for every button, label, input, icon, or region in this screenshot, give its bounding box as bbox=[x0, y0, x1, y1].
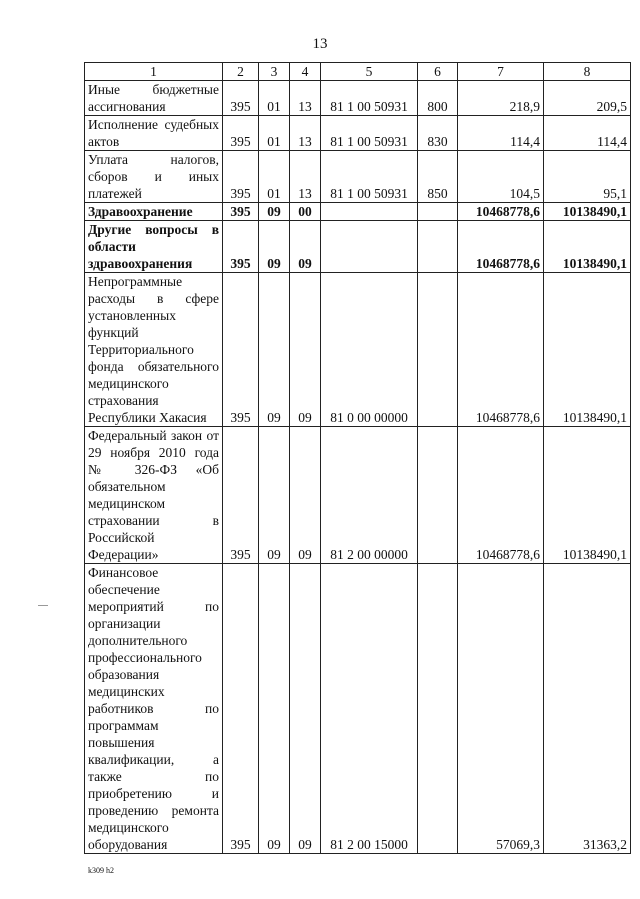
row-target-article: 81 0 00 00000 bbox=[321, 273, 418, 427]
row-expense-type: 830 bbox=[418, 116, 458, 151]
row-name: Исполнение судебных актов bbox=[85, 116, 223, 151]
row-amount-2021: 57069,3 bbox=[458, 564, 544, 854]
row-amount-2021: 114,4 bbox=[458, 116, 544, 151]
row-expense-type: 800 bbox=[418, 81, 458, 116]
row-name: Иные бюджетные ассигнования bbox=[85, 81, 223, 116]
row-name: Здравоохранение bbox=[85, 203, 223, 221]
row-amount-2022: 10138490,1 bbox=[544, 273, 631, 427]
row-amount-2022: 10138490,1 bbox=[544, 203, 631, 221]
row-amount-2022: 95,1 bbox=[544, 151, 631, 203]
row-amount-2021: 10468778,6 bbox=[458, 273, 544, 427]
row-admin-code: 395 bbox=[223, 221, 259, 273]
column-header: 7 bbox=[458, 63, 544, 81]
row-amount-2022: 10138490,1 bbox=[544, 221, 631, 273]
row-admin-code: 395 bbox=[223, 273, 259, 427]
row-amount-2021: 10468778,6 bbox=[458, 427, 544, 564]
row-target-article: 81 2 00 15000 bbox=[321, 564, 418, 854]
row-expense-type bbox=[418, 427, 458, 564]
table-row bbox=[85, 151, 631, 203]
row-amount-2022: 209,5 bbox=[544, 81, 631, 116]
row-subsection: 13 bbox=[290, 81, 321, 116]
table-row bbox=[85, 221, 631, 273]
column-header: 3 bbox=[259, 63, 290, 81]
row-section: 01 bbox=[259, 151, 290, 203]
row-section: 01 bbox=[259, 116, 290, 151]
row-target-article bbox=[321, 203, 418, 221]
row-amount-2022: 31363,2 bbox=[544, 564, 631, 854]
row-expense-type bbox=[418, 273, 458, 427]
row-target-article: 81 1 00 50931 bbox=[321, 116, 418, 151]
row-amount-2021: 10468778,6 bbox=[458, 221, 544, 273]
row-amount-2021: 10468778,6 bbox=[458, 203, 544, 221]
column-header: 5 bbox=[321, 63, 418, 81]
row-expense-type bbox=[418, 203, 458, 221]
table-row bbox=[85, 273, 631, 427]
row-target-article: 81 2 00 00000 bbox=[321, 427, 418, 564]
row-admin-code: 395 bbox=[223, 564, 259, 854]
row-subsection: 09 bbox=[290, 273, 321, 427]
row-subsection: 13 bbox=[290, 151, 321, 203]
table-row bbox=[85, 81, 631, 116]
row-expense-type bbox=[418, 564, 458, 854]
column-header: 6 bbox=[418, 63, 458, 81]
row-section: 09 bbox=[259, 273, 290, 427]
row-name: Уплата налогов, сборов и иных платежей bbox=[85, 151, 223, 203]
row-section: 09 bbox=[259, 427, 290, 564]
table-row bbox=[85, 427, 631, 564]
row-section: 09 bbox=[259, 203, 290, 221]
row-admin-code: 395 bbox=[223, 116, 259, 151]
row-expense-type bbox=[418, 221, 458, 273]
footer-code: k309 h2 bbox=[88, 866, 114, 875]
row-subsection: 13 bbox=[290, 116, 321, 151]
row-subsection: 09 bbox=[290, 427, 321, 564]
row-section: 01 bbox=[259, 81, 290, 116]
row-name: Другие вопросы в области здравоохранения bbox=[85, 221, 223, 273]
table-row bbox=[85, 116, 631, 151]
row-name: Финансовое обеспечение мероприятий по организации дополнительного профессионального образования медицинских работников по программам повышения квалификации, а также по приобретению и проведению ремонта медицинского оборудования bbox=[85, 564, 223, 854]
budget-table bbox=[84, 62, 631, 854]
row-subsection: 00 bbox=[290, 203, 321, 221]
row-target-article: 81 1 00 50931 bbox=[321, 151, 418, 203]
margin-mark bbox=[38, 605, 48, 606]
row-amount-2022: 114,4 bbox=[544, 116, 631, 151]
row-amount-2021: 218,9 bbox=[458, 81, 544, 116]
row-name: Непрограммные расходы в сфере установленных функций Территориального фонда обязательного медицинского страхования Республики Хакасия bbox=[85, 273, 223, 427]
row-expense-type: 850 bbox=[418, 151, 458, 203]
row-admin-code: 395 bbox=[223, 203, 259, 221]
row-amount-2022: 10138490,1 bbox=[544, 427, 631, 564]
row-target-article bbox=[321, 221, 418, 273]
row-subsection: 09 bbox=[290, 564, 321, 854]
row-admin-code: 395 bbox=[223, 151, 259, 203]
row-admin-code: 395 bbox=[223, 427, 259, 564]
row-name: Федеральный закон от 29 ноября 2010 года № 326-ФЗ «Об обязательном медицинском страховании в Российской Федерации» bbox=[85, 427, 223, 564]
row-section: 09 bbox=[259, 564, 290, 854]
row-subsection: 09 bbox=[290, 221, 321, 273]
column-header: 8 bbox=[544, 63, 631, 81]
header-row bbox=[85, 63, 631, 81]
row-admin-code: 395 bbox=[223, 81, 259, 116]
column-header: 4 bbox=[290, 63, 321, 81]
column-header: 2 bbox=[223, 63, 259, 81]
table-row bbox=[85, 203, 631, 221]
column-header: 1 bbox=[85, 63, 223, 81]
page-number: 13 bbox=[312, 36, 328, 52]
row-amount-2021: 104,5 bbox=[458, 151, 544, 203]
row-target-article: 81 1 00 50931 bbox=[321, 81, 418, 116]
table-row bbox=[85, 564, 631, 854]
row-section: 09 bbox=[259, 221, 290, 273]
